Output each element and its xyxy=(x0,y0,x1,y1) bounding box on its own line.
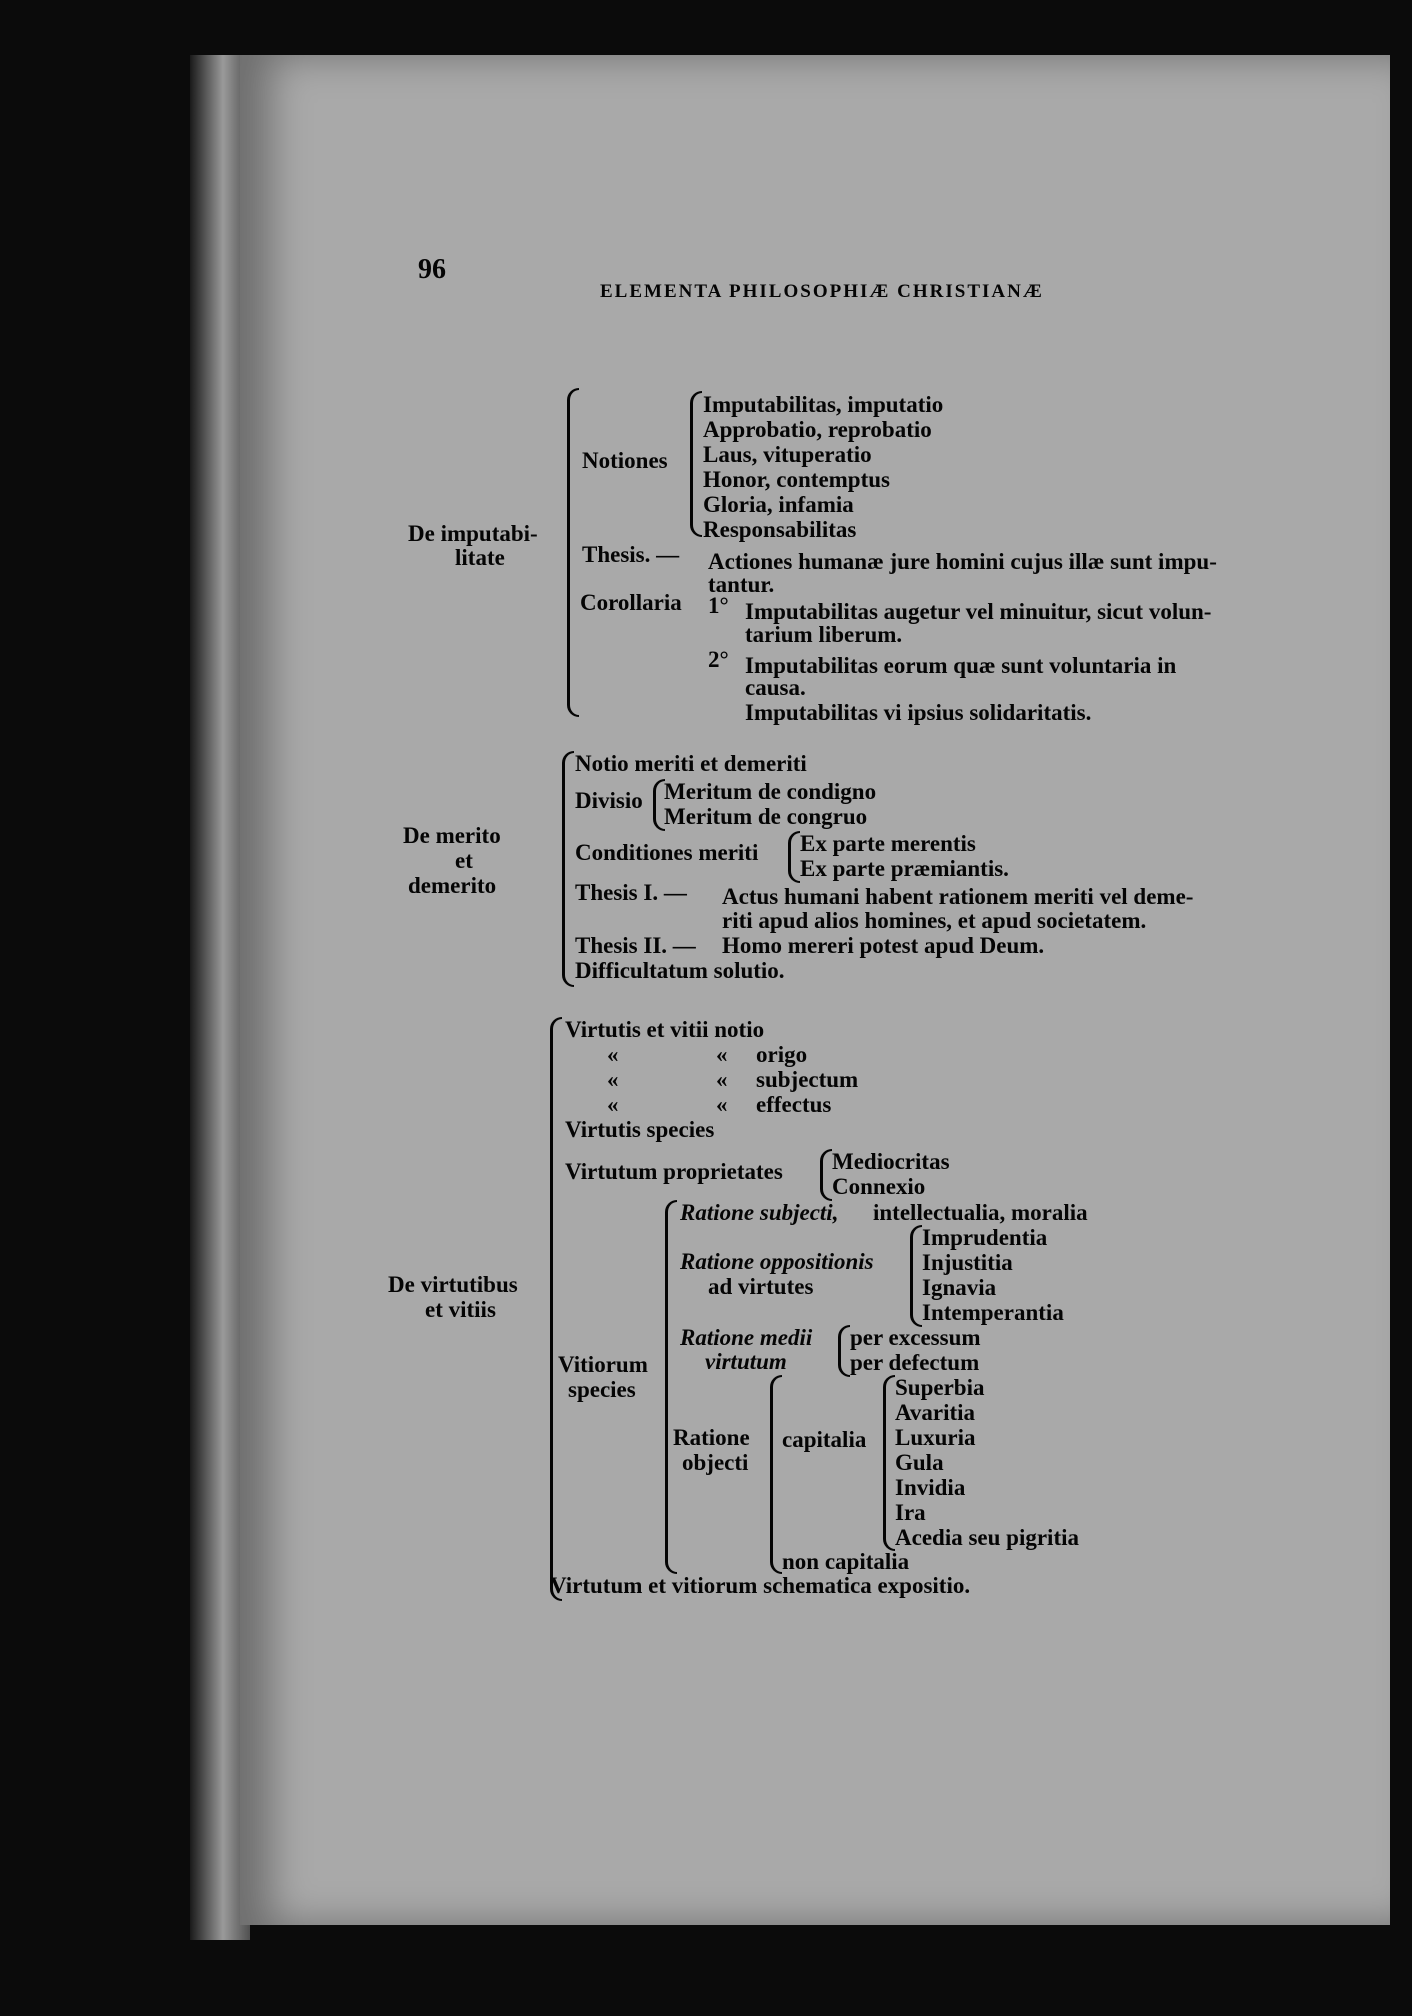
ditto-mark: « xyxy=(607,1067,619,1092)
oppositionis-item: Injustitia xyxy=(922,1250,1013,1275)
oppositionis-item: Ignavia xyxy=(922,1275,997,1300)
notio-meriti: Notio meriti et demeriti xyxy=(575,751,807,776)
merito-heading-3: demerito xyxy=(408,873,497,898)
ditto-mark: « xyxy=(716,1092,728,1117)
medii-brace xyxy=(838,1325,850,1377)
virtutibus-heading-2: et vitiis xyxy=(425,1297,496,1322)
ditto-mark: « xyxy=(716,1067,728,1092)
conditiones-label: Conditiones meriti xyxy=(575,840,759,865)
divisio-item: Meritum de condigno xyxy=(664,779,877,804)
page-number: 96 xyxy=(418,254,446,285)
capitalia-item: Gula xyxy=(895,1450,944,1475)
notiones-item: Responsabilitas xyxy=(703,517,857,542)
thesis-2-text: Homo mereri potest apud Deum. xyxy=(722,933,1045,958)
objecti-brace xyxy=(770,1375,782,1574)
notiones-item: Honor, contemptus xyxy=(703,467,890,492)
ratione-objecti: Ratione xyxy=(673,1425,750,1450)
effectus: effectus xyxy=(756,1092,832,1117)
conditiones-item: Ex parte præmiantis. xyxy=(800,856,1009,881)
schematica-expositio: Virtutum et vitiorum schematica expositio. xyxy=(550,1573,971,1598)
notiones-label: Notiones xyxy=(582,448,668,473)
divisio-item: Meritum de congruo xyxy=(664,804,868,829)
capitalia-item: Ira xyxy=(895,1500,926,1525)
divisio-label: Divisio xyxy=(575,788,643,813)
oppositionis-brace xyxy=(910,1225,922,1327)
merito-brace xyxy=(562,751,574,987)
virtutibus-brace xyxy=(550,1017,562,1601)
ratione-oppositionis: Ratione oppositionis xyxy=(680,1249,874,1274)
proprietates-item: Connexio xyxy=(832,1174,926,1199)
medii-item: per excessum xyxy=(850,1325,981,1350)
ratione-objecti: objecti xyxy=(682,1450,749,1475)
thesis-2-label: Thesis II. — xyxy=(575,933,696,958)
imputabilitate-heading-1: De imputabi- xyxy=(408,521,538,546)
notiones-brace xyxy=(690,391,702,537)
capitalia-item: Acedia seu pigritia xyxy=(895,1525,1079,1550)
thesis-1-text: Actus humani habent rationem meriti vel deme- xyxy=(722,884,1194,909)
virtutis-species: Virtutis species xyxy=(565,1117,715,1142)
non-capitalia: non capitalia xyxy=(782,1549,910,1574)
notiones-item: Imputabilitas, imputatio xyxy=(703,392,944,417)
capitalia-item: Luxuria xyxy=(895,1425,976,1450)
merito-heading-2: et xyxy=(455,848,473,873)
capitalia-item: Invidia xyxy=(895,1475,966,1500)
vitiorum-brace xyxy=(665,1200,677,1574)
corollarium-text: tarium liberum. xyxy=(745,622,903,647)
vitiorum-label: Vitiorum xyxy=(558,1352,648,1377)
notiones-item: Gloria, infamia xyxy=(703,492,854,517)
difficultatum-solutio: Difficultatum solutio. xyxy=(575,958,785,983)
notiones-item: Laus, vituperatio xyxy=(703,442,872,467)
origo: origo xyxy=(756,1042,808,1067)
ratione-medii: Ratione medii xyxy=(680,1325,813,1350)
corollarium-number: 2° xyxy=(708,647,729,672)
book-page xyxy=(240,55,1390,1925)
thesis-text: Actiones humanæ jure homini cujus illæ sunt impu- xyxy=(708,549,1217,574)
virtutis-notio: Virtutis et vitii notio xyxy=(565,1017,765,1042)
conditiones-item: Ex parte merentis xyxy=(800,831,976,856)
proprietates-label: Virtutum proprietates xyxy=(565,1159,783,1184)
virtutibus-heading-1: De virtutibus xyxy=(388,1272,518,1297)
corollaria-label: Corollaria xyxy=(580,590,682,615)
ratione-subjecti: Ratione subjecti, xyxy=(680,1200,839,1225)
thesis-label: Thesis. — xyxy=(582,542,680,567)
thesis-text: tantur. xyxy=(708,572,775,597)
capitalia-brace xyxy=(883,1375,895,1551)
running-head: ELEMENTA PHILOSOPHIÆ CHRISTIANÆ xyxy=(600,281,1044,302)
proprietates-brace xyxy=(820,1149,832,1201)
notiones-item: Approbatio, reprobatio xyxy=(703,417,932,442)
proprietates-item: Mediocritas xyxy=(832,1149,950,1174)
capitalia-item: Superbia xyxy=(895,1375,985,1400)
ditto-mark: « xyxy=(607,1042,619,1067)
imputabilitate-heading-2: litate xyxy=(455,545,505,570)
subjectum: subjectum xyxy=(756,1067,859,1092)
ratione-medii: virtutum xyxy=(705,1349,787,1374)
thesis-1-label: Thesis I. — xyxy=(575,880,687,905)
ditto-mark: « xyxy=(607,1092,619,1117)
ratione-subjecti-rest: intellectualia, moralia xyxy=(873,1200,1088,1225)
ditto-mark: « xyxy=(716,1042,728,1067)
corollarium-text: Imputabilitas augetur vel minuitur, sicut volun- xyxy=(745,599,1212,624)
imputabilitate-brace xyxy=(567,388,579,717)
corollarium-text: Imputabilitas eorum quæ sunt voluntaria in xyxy=(745,653,1177,678)
thesis-1-text: riti apud alios homines, et apud societatem. xyxy=(722,908,1147,933)
oppositionis-item: Intemperantia xyxy=(922,1300,1064,1325)
ratione-oppositionis: ad virtutes xyxy=(708,1274,814,1299)
capitalia-label: capitalia xyxy=(782,1427,867,1452)
corollarium-text: causa. xyxy=(745,675,806,700)
vitiorum-label: species xyxy=(568,1377,636,1402)
medii-item: per defectum xyxy=(850,1350,980,1375)
merito-heading-1: De merito xyxy=(403,823,501,848)
oppositionis-item: Imprudentia xyxy=(922,1225,1048,1250)
corollarium-number: 1° xyxy=(708,593,729,618)
conditiones-brace xyxy=(788,831,800,883)
capitalia-item: Avaritia xyxy=(895,1400,976,1425)
corollarium-text: Imputabilitas vi ipsius solidaritatis. xyxy=(745,700,1092,725)
